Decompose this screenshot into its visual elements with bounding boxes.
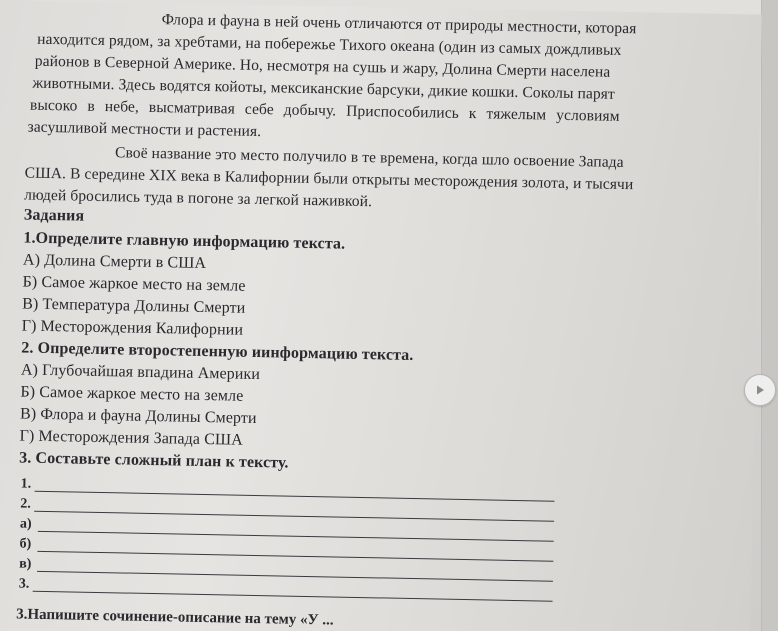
question-1-option-a: А) Долина Смерти в США [22, 251, 207, 273]
question-1-title: 1.Определите главную информацию текста. [23, 229, 346, 253]
question-4-title: 3.Напишите сочинение-описание на тему «У ... [16, 606, 334, 629]
plan-label-2a: а) [19, 516, 32, 532]
question-1-option-b: Б) Самое жаркое место на земле [22, 273, 246, 295]
question-2-option-a: А) Глубочайшая впадина Америки [20, 361, 261, 384]
question-2-option-c: В) Флора и фауна Долины Смерти [19, 405, 257, 428]
plan-label-2c: в) [19, 556, 32, 572]
question-3-title: 3. Составьте сложный план к тексту. [19, 449, 289, 472]
question-1-option-c: В) Температура Долины Смерти [22, 295, 246, 317]
paragraph2-line-1: Своё название это место получило в те времена, когда шло освоение Запада [114, 144, 624, 172]
question-2-option-d: Г) Месторождения Запада США [19, 427, 244, 449]
plan-label-2b: б) [19, 536, 32, 552]
paragraph1-line-6: засушливой местности и растения. [27, 118, 262, 141]
question-2-title: 2. Определите второстепенную иинформацию текста. [21, 339, 414, 365]
paragraph1-line-1: Флора и фауна в ней очень отличаются от природы местности, которая [161, 11, 637, 38]
paragraph1-line-3: районов в Северной Америке. Но, несмотря на сушь и жару, Долина Смерти населена [34, 52, 611, 81]
paragraph1-line-2: находится рядом, за хребтами, на побережье Тихого океана (один из самых дождливых [37, 30, 622, 59]
page-right-edge [761, 0, 778, 631]
paragraph1-line-4: животными. Здесь водятся койоты, мексиканские барсуки, дикие кошки. Соколы парят [32, 74, 616, 103]
paragraph2-line-3: людей бросились туда в погоне за легкой наживкой. [24, 186, 373, 211]
question-2-option-b: Б) Самое жаркое место на земле [20, 383, 244, 405]
plan-label-3: 3. [18, 576, 30, 592]
plan-label-2: 2. [20, 496, 31, 512]
paragraph2-line-2: США. В середине XIX века в Калифорнии были открыты месторождения золота, и тысячи [24, 164, 634, 194]
tasks-heading: Задания [23, 206, 85, 225]
plan-blank-line-2c[interactable] [37, 571, 553, 582]
paragraph1-line-5: высоко в небе, высматривая себе добычу. Приспособились к тяжелым условиям [29, 96, 620, 125]
plan-blank-line-1[interactable] [35, 491, 555, 502]
question-1-option-d: Г) Месторождения Калифорнии [21, 317, 244, 339]
plan-blank-line-2a[interactable] [38, 531, 554, 542]
plan-label-1: 1. [20, 476, 32, 492]
plan-blank-line-2b[interactable] [37, 551, 553, 562]
play-button[interactable] [744, 374, 776, 406]
plan-blank-line-2[interactable] [34, 511, 554, 522]
play-icon [754, 384, 766, 396]
plan-blank-line-3[interactable] [33, 591, 553, 602]
